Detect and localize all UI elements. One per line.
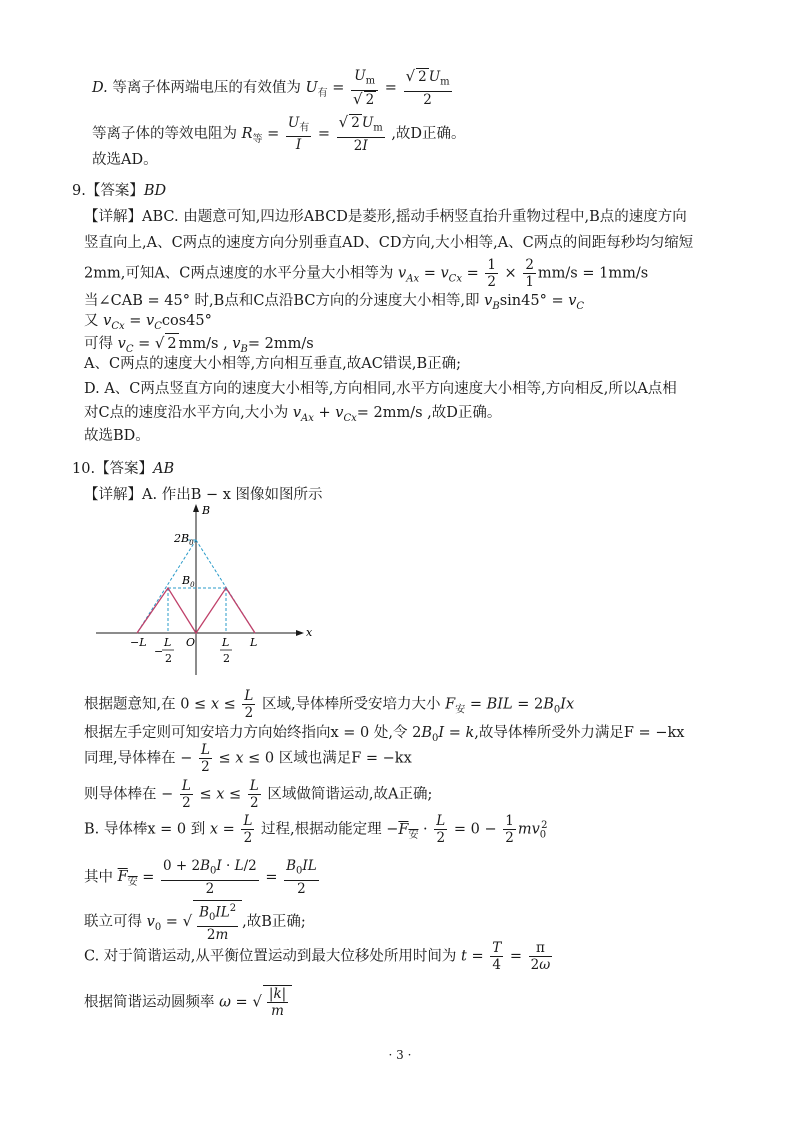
- pos-half-num: L: [222, 636, 230, 649]
- d-conclusion: 故选AD。: [92, 152, 158, 168]
- neg-l-label: −L: [130, 636, 147, 649]
- q10-answer: AB: [153, 461, 175, 477]
- q10-detail-line-10: 根据简谐运动圆频率 ω = √ $\frac{|k|}{m}$: [84, 985, 292, 1019]
- pos-l-label: L: [250, 636, 258, 649]
- q9-answer: BD: [143, 183, 167, 199]
- formula-r-eq: $R_等$ = $\frac{U_有}{I}$ = $\frac{√ 2 U_m}{2I}$: [241, 113, 383, 154]
- q9-answer-line: 9.【答案】BD: [72, 183, 167, 199]
- neg-half-den: 2: [165, 652, 172, 665]
- q9-detail-line-3: 2mm,可知A、C两点速度的水平分量大小相等为 $v_{Ax} = v_{Cx}$ = $\frac{1}{2}$ × $\frac{2}{1}$ mm/s = 1mm/s: [84, 257, 649, 290]
- label-2b0: $2B_0$: [174, 532, 194, 547]
- q9-detail-line-9: 对C点的速度沿水平方向,大小为 $v_{Ax} + v_{Cx}= 2mm/s$ ,故D正确。: [84, 405, 502, 424]
- formula-u-eff: $U_有$ = $\frac{U_m}{√ 2}$ = $\frac{√ 2 U_m}{2}$: [305, 67, 450, 108]
- q10-detail-line-4: 同理,导体棒在 − $\frac{L}{2}$ ≤ x ≤ 0 区域也满足F = −kx: [84, 742, 412, 775]
- q9-detail-line-1: 【详解】ABC. 由题意可知,四边形ABCD是菱形,摇动手柄竖直抬升重物过程中,B点的速度方向: [84, 209, 687, 225]
- y-axis-arrow: [193, 504, 199, 512]
- neg-half-num: L: [164, 636, 172, 649]
- q10-detail-line-5: 则导体棒在 − $\frac{L}{2}$ ≤ x ≤ $\frac{L}{2}$ 区域做简谐运动,故A正确;: [84, 778, 433, 811]
- q9-detail-line-2: 竖直向上,A、C两点的速度方向分别垂直AD、CD方向,大小相等,A、C两点的间距每秒均匀缩短: [84, 235, 694, 251]
- q9-detail-line-8: D. A、C两点竖直方向的速度大小相等,方向相同,水平方向速度大小相等,方向相反,所以A点相: [84, 381, 677, 397]
- y-axis-label: B: [202, 504, 211, 517]
- label-b0: $B_0$: [182, 574, 195, 589]
- x-axis-arrow: [296, 630, 304, 636]
- x-axis-label: x: [306, 626, 313, 639]
- q10-detail-line-9: C. 对于简谐运动,从平衡位置运动到最大位移处所用时间为 t = $\frac{T}{4}$ = $\frac{\pi}{2\omega}$: [84, 940, 551, 973]
- q9-detail-line-6: 可得 $v_C$ = √ 2 mm/s , $v_B= 2mm/s$: [84, 334, 314, 355]
- q10-detail-line-3: 根据左手定则可知安培力方向始终指向x = 0 处,令 $2B_0I = k$,故导体棒所受外力满足F = −kx: [84, 725, 685, 744]
- q10-answer-line: 10.【答案】AB: [72, 461, 175, 477]
- b-x-graph: [90, 500, 330, 680]
- neg-half-sign: −: [154, 645, 164, 658]
- origin-label: O: [186, 636, 196, 649]
- q10-detail-line-6: B. 导体棒x = 0 到 x = $\frac{L}{2}$ 过程,根据动能定理 $-F_安$ · $\frac{L}{2}$ = 0 − $\frac{1}{2}$ $mv_0^2$: [84, 813, 548, 846]
- q9-conclusion: 故选BD。: [84, 428, 150, 444]
- q10-detail-line-7: 其中 $F_安$ = $\frac{0 + 2B_0I \cdot L/2}{2}$ = $\frac{B_0IL}{2}$: [84, 858, 317, 897]
- page-number: · 3 ·: [388, 1048, 412, 1062]
- q9-detail-line-5: 又 $v_{Cx} = v_C\cos 45^\circ$: [84, 313, 212, 332]
- d-resistance-line: 等离子体的等效电阻为 $R_等$ = $\frac{U_有}{I}$ = $\frac{√ 2 U_m}{2I}$ ,故D正确。: [92, 113, 466, 154]
- d-text: 等离子体两端电压的有效值为: [112, 79, 301, 96]
- d-label: D.: [92, 79, 108, 96]
- pos-half-den: 2: [223, 652, 230, 665]
- q9-detail-line-7: A、C两点的速度大小相等,方向相互垂直,故AC错误,B正确;: [84, 356, 461, 372]
- q10-detail-line-1: 【详解】A. 作出B − x 图像如图所示: [84, 487, 323, 503]
- q10-detail-line-8: 联立可得 $v_0$ = √ $\frac{B_0IL^2}{2m}$ ,故B正确;: [84, 900, 306, 943]
- d-effective-voltage-line: [92, 68, 454, 108]
- q9-detail-line-4: 当∠CAB = 45° 时,B点和C点沿BC方向的分速度大小相等,即 $v_B\sin 45^\circ = v_C$: [84, 293, 585, 312]
- q10-detail-line-2: 根据题意知,在 0 ≤ x ≤ $\frac{L}{2}$ 区域,导体棒所受安培力大小 $F_安$ = BIL = $2B_0Ix$: [84, 688, 575, 721]
